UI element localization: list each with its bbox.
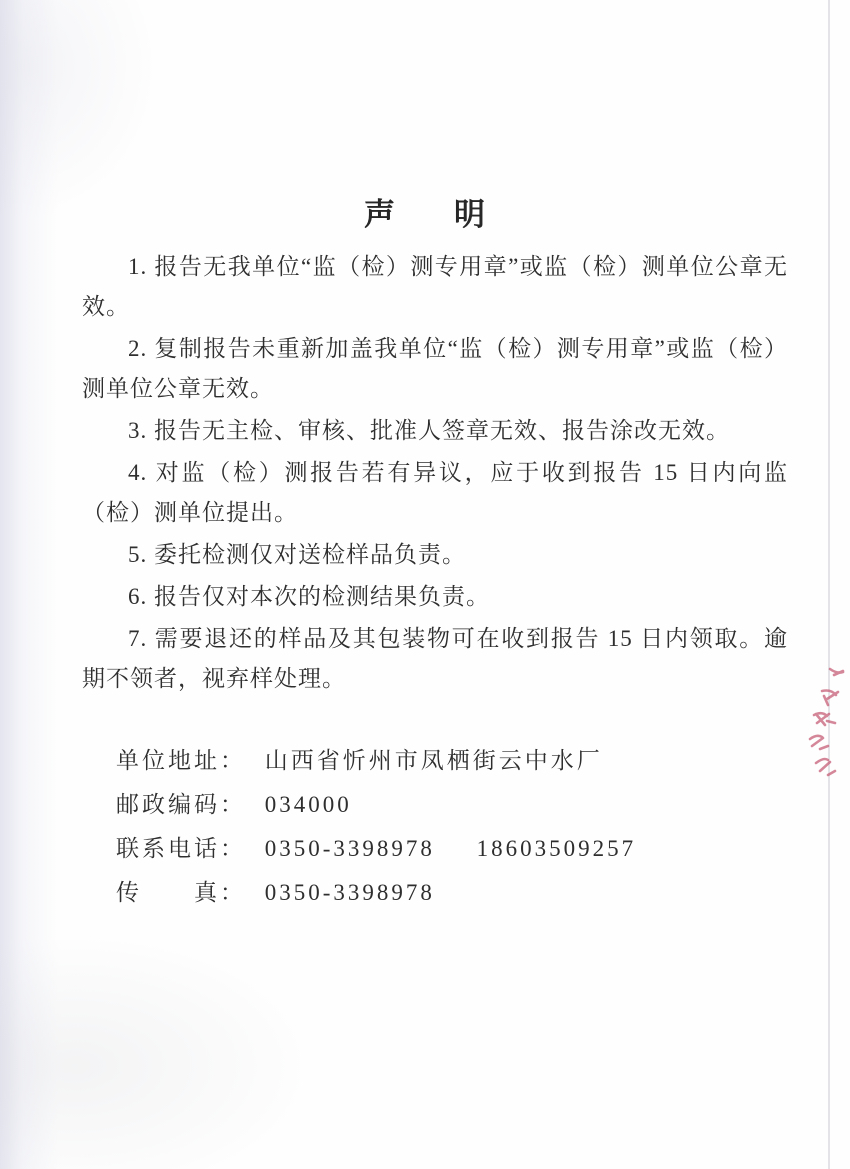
fax-label: 传 真：: [116, 880, 246, 905]
contact-address-row: [116, 739, 850, 783]
statement-item-6: 6. 报告仅对本次的检测结果负责。: [128, 584, 490, 609]
statement-item-5: 5. 委托检测仅对送检样品负责。: [128, 542, 466, 567]
fax-value: 0350-3398978: [264, 880, 435, 905]
statement-item-4: 4. 对监（检）测报告若有异议，应于收到报告 15 日内向监（检）测单位提出。: [82, 460, 788, 525]
postal-code-label: 邮政编码：: [116, 792, 246, 817]
page-title-char-2: 明: [454, 197, 486, 232]
statement-item-7: 7. 需要退还的样品及其包装物可在收到报告 15 日内领取。逾期不领者，视弃样处理。: [82, 626, 788, 691]
phone-number-1: 0350-3398978: [264, 836, 435, 861]
contact-phone-row: [116, 827, 850, 871]
scan-blotch-bottom-left: [0, 940, 300, 1169]
page-title-char-1: 声: [364, 197, 396, 232]
phone-number-2: 18603509257: [476, 836, 637, 861]
postal-code-value: 034000: [264, 792, 352, 817]
address-label: 单位地址：: [116, 748, 246, 773]
phone-label: 联系电话：: [116, 836, 246, 861]
statement-clauses: [82, 247, 788, 699]
statement-item-1: 1. 报告无我单位“监（检）测专用章”或监（检）测单位公章无效。: [82, 254, 788, 319]
contact-fax-row: [116, 871, 850, 915]
address-value: 山西省忻州市凤栖街云中水厂: [264, 748, 603, 773]
statement-item-3: 3. 报告无主检、审核、批准人签章无效、报告涂改无效。: [128, 418, 730, 443]
statement-item-2: 2. 复制报告未重新加盖我单位“监（检）测专用章”或监（检）测单位公章无效。: [82, 336, 788, 401]
page-title: [0, 0, 850, 232]
contact-info-block: [116, 739, 850, 915]
contact-postal-row: [116, 783, 850, 827]
